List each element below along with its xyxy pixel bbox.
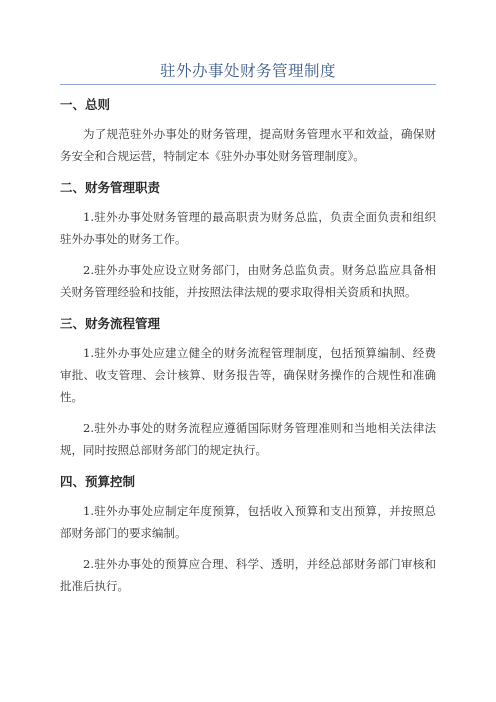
section-heading-responsibilities: 二、财务管理职责 xyxy=(60,180,161,195)
paragraph: 1.驻外办事处财务管理的最高职责为财务总监，负责全面负责和组织驻外办事处的财务工作。 xyxy=(60,210,436,246)
section-heading-budget: 四、预算控制 xyxy=(60,474,136,489)
title-divider xyxy=(60,84,436,85)
paragraph: 2.驻外办事处的财务流程应遵循国际财务管理准则和当地相关法律法规，同时按照总部财务部门的规定执行。 xyxy=(60,421,436,457)
paragraph: 1.驻外办事处应制定年度预算，包括收入预算和支出预算，并按照总部财务部门的要求编制。 xyxy=(60,504,436,540)
document-title: 驻外办事处财务管理制度 xyxy=(159,62,336,80)
paragraph: 为了规范驻外办事处的财务管理，提高财务管理水平和效益，确保财务安全和合规运营，特制定本《驻外办事处财务管理制度》。 xyxy=(60,127,436,163)
paragraph: 2.驻外办事处应设立财务部门，由财务总监负责。财务总监应具备相关财务管理经验和技能，并按照法律法规的要求取得相关资质和执照。 xyxy=(60,263,436,299)
paragraph: 1.驻外办事处应建立健全的财务流程管理制度，包括预算编制、经费审批、收支管理、会计核算、财务报告等，确保财务操作的合规性和准确性。 xyxy=(60,346,436,404)
section-heading-general: 一、总则 xyxy=(60,97,111,112)
section-heading-process: 三、财务流程管理 xyxy=(60,316,161,331)
paragraph: 2.驻外办事处的预算应合理、科学、透明，并经总部财务部门审核和批准后执行。 xyxy=(60,557,436,593)
document-body xyxy=(60,96,436,597)
